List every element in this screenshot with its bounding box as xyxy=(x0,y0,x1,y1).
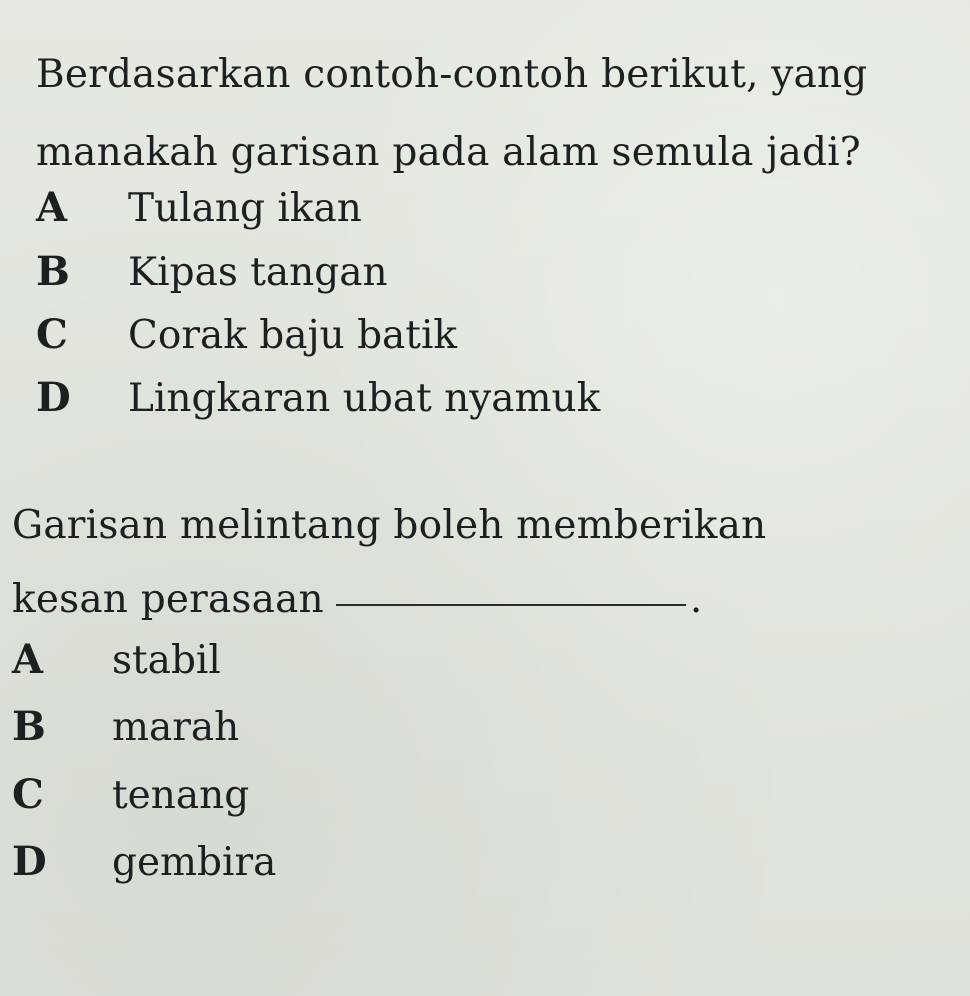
option-letter: B xyxy=(36,248,70,295)
option-letter: A xyxy=(12,636,44,683)
question-2-option-d[interactable] xyxy=(12,838,277,885)
option-text: Corak baju batik xyxy=(128,313,458,358)
option-text: tenang xyxy=(112,773,250,818)
option-text: stabil xyxy=(112,638,221,683)
option-letter: B xyxy=(12,703,46,750)
option-letter: D xyxy=(12,838,47,885)
question-1-option-b[interactable] xyxy=(36,248,388,295)
question-2-option-b[interactable] xyxy=(12,703,240,750)
option-text: Lingkaran ubat nyamuk xyxy=(128,376,601,421)
question-2-option-c[interactable] xyxy=(12,771,250,818)
option-letter: C xyxy=(12,771,44,818)
option-text: gembira xyxy=(112,840,277,885)
question-1-option-d[interactable] xyxy=(36,374,601,421)
question-1-prompt-line-2: manakah garisan pada alam semula jadi? xyxy=(36,130,861,175)
option-letter: A xyxy=(36,184,68,231)
question-2-prompt-line-1: Garisan melintang boleh memberikan xyxy=(12,503,767,548)
question-2-option-a[interactable] xyxy=(12,636,221,683)
option-letter: C xyxy=(36,311,68,358)
question-2-prompt-text: kesan perasaan xyxy=(12,577,324,622)
question-1-option-a[interactable] xyxy=(36,184,362,231)
prompt-period: . xyxy=(689,577,703,622)
option-text: Tulang ikan xyxy=(128,186,362,231)
option-letter: D xyxy=(36,374,71,421)
option-text: marah xyxy=(112,705,240,750)
answer-blank-line xyxy=(336,604,686,606)
question-2-prompt-line-2 xyxy=(12,577,703,622)
question-1-option-c[interactable] xyxy=(36,311,458,358)
question-1-prompt-line-1: Berdasarkan contoh-contoh berikut, yang xyxy=(36,52,868,97)
option-text: Kipas tangan xyxy=(128,250,388,295)
